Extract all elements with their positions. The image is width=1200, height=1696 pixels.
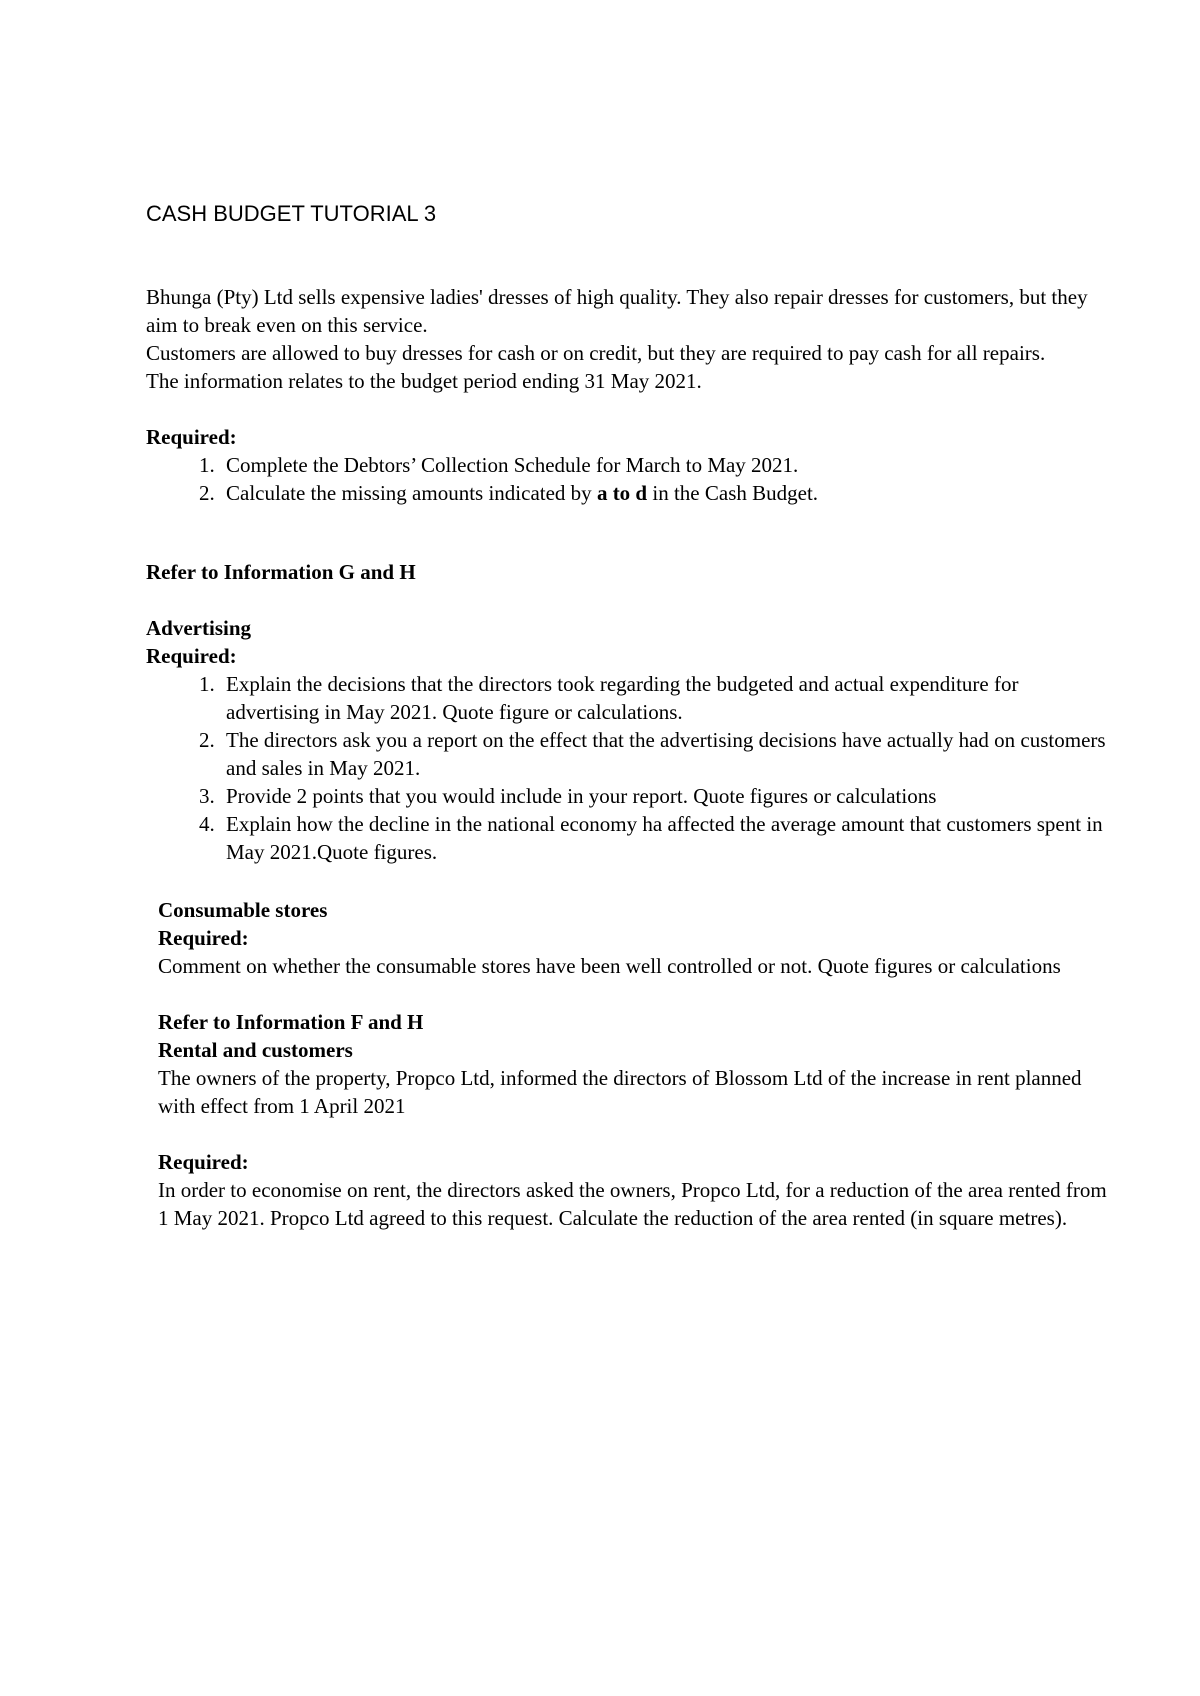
advertising-list (146, 670, 1106, 866)
consumables-rental-section (158, 896, 1108, 1232)
intro-section (146, 283, 1106, 507)
required-item-2-bold: a to d (596, 481, 648, 505)
advertising-required-heading: Required: (146, 644, 237, 668)
rental-required-heading: Required: (158, 1150, 249, 1174)
required-heading: Required: (146, 425, 237, 449)
info-fh-heading: Refer to Information F and H (158, 1010, 424, 1034)
intro-paragraph-2: Customers are allowed to buy dresses for cash or on credit, but they are required to pay cash for all repairs. (146, 341, 1046, 365)
advertising-item-4: 4. Explain how the decline in the national economy ha affected the average amount that customers spent in May 2021.Quote figures. (220, 810, 1106, 866)
required-item-2-text-a: Calculate the missing amounts indicated by (226, 481, 597, 505)
required-item-2 (220, 479, 1106, 507)
rental-question: In order to economise on rent, the directors asked the owners, Propco Ltd, for a reduction of the area rented from 1 May 2021. Propco Ltd agreed to this request. Calculate the reduction of the area rented (in square metres). (158, 1178, 1107, 1230)
info-gh-heading: Refer to Information G and H (146, 560, 416, 584)
consumables-required-heading: Required: (158, 926, 249, 950)
required-list (146, 451, 1106, 507)
rental-text: The owners of the property, Propco Ltd, informed the directors of Blossom Ltd of the increase in rent planned with effect from 1 April 2021 (158, 1066, 1082, 1118)
document-title: CASH BUDGET TUTORIAL 3 (146, 201, 437, 226)
advertising-item-1: 1. Explain the decisions that the directors took regarding the budgeted and actual expenditure for advertising in May 2021. Quote figure or calculations. (220, 670, 1106, 726)
advertising-heading: Advertising (146, 616, 251, 640)
advertising-section (146, 558, 1106, 866)
advertising-item-2: 2. The directors ask you a report on the effect that the advertising decisions have actually had on customers and sales in May 2021. (220, 726, 1106, 782)
required-item-1: 1. Complete the Debtors’ Collection Schedule for March to May 2021. (220, 451, 1106, 479)
advertising-item-3: 3. Provide 2 points that you would include in your report. Quote figures or calculations (220, 782, 1106, 810)
intro-paragraph-3: The information relates to the budget period ending 31 May 2021. (146, 369, 702, 393)
required-item-2-text-b: in the Cash Budget. (647, 481, 819, 505)
intro-paragraph-1: Bhunga (Pty) Ltd sells expensive ladies' dresses of high quality. They also repair dresses for customers, but they aim to break even on this service. (146, 285, 1088, 337)
consumables-heading: Consumable stores (158, 898, 328, 922)
rental-heading: Rental and customers (158, 1038, 353, 1062)
consumables-text: Comment on whether the consumable stores have been well controlled or not. Quote figures or calculations (158, 954, 1061, 978)
